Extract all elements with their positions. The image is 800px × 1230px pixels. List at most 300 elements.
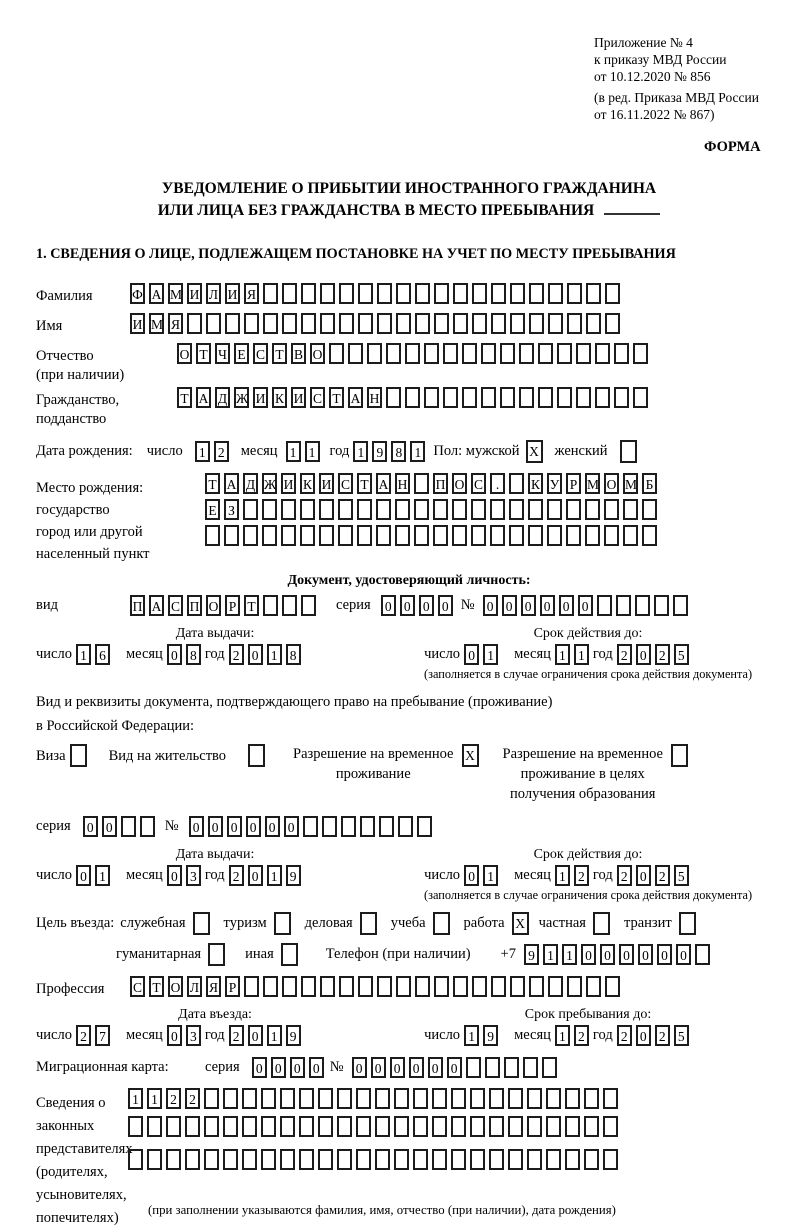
char-cell[interactable] <box>595 387 610 408</box>
char-cell[interactable] <box>508 1149 523 1170</box>
char-cell[interactable] <box>453 283 468 304</box>
char-cell[interactable] <box>376 499 391 520</box>
char-cell[interactable]: 0 <box>636 1025 651 1046</box>
char-cell[interactable] <box>452 525 467 546</box>
char-cell[interactable]: 9 <box>286 865 301 886</box>
char-cell[interactable]: 0 <box>284 816 299 837</box>
char-cell[interactable] <box>565 1088 580 1109</box>
char-cell[interactable] <box>481 387 496 408</box>
char-cell[interactable] <box>224 525 239 546</box>
char-cell[interactable] <box>585 525 600 546</box>
char-cell[interactable]: 1 <box>286 441 301 462</box>
char-cell[interactable] <box>386 343 401 364</box>
char-cell[interactable]: 0 <box>246 816 261 837</box>
char-cell[interactable] <box>654 595 669 616</box>
char-cell[interactable] <box>299 1088 314 1109</box>
char-cell[interactable]: У <box>547 473 562 494</box>
char-cell[interactable]: А <box>376 473 391 494</box>
char-cell[interactable] <box>508 1088 523 1109</box>
char-cell[interactable]: 0 <box>447 1057 462 1078</box>
char-cell[interactable] <box>633 343 648 364</box>
char-cell[interactable] <box>299 1116 314 1137</box>
char-cell[interactable] <box>339 976 354 997</box>
char-cell[interactable]: 0 <box>390 1057 405 1078</box>
char-cell[interactable] <box>339 283 354 304</box>
char-cell[interactable]: 9 <box>524 944 539 965</box>
char-cell[interactable] <box>491 313 506 334</box>
sex-female-checkbox[interactable] <box>620 440 637 463</box>
char-cell[interactable]: 1 <box>555 1025 570 1046</box>
char-cell[interactable] <box>415 976 430 997</box>
char-cell[interactable] <box>348 343 363 364</box>
char-cell[interactable]: 0 <box>578 595 593 616</box>
char-cell[interactable] <box>509 525 524 546</box>
char-cell[interactable] <box>301 283 316 304</box>
char-cell[interactable]: 2 <box>655 644 670 665</box>
char-cell[interactable] <box>414 525 429 546</box>
char-cell[interactable] <box>527 1116 542 1137</box>
char-cell[interactable] <box>358 976 373 997</box>
char-cell[interactable]: Н <box>367 387 382 408</box>
char-cell[interactable] <box>567 976 582 997</box>
char-cell[interactable]: 0 <box>371 1057 386 1078</box>
char-cell[interactable]: А <box>224 473 239 494</box>
char-cell[interactable]: Т <box>244 595 259 616</box>
char-cell[interactable] <box>548 313 563 334</box>
char-cell[interactable] <box>394 1149 409 1170</box>
char-cell[interactable] <box>356 1116 371 1137</box>
char-cell[interactable]: 0 <box>559 595 574 616</box>
char-cell[interactable]: 1 <box>483 865 498 886</box>
char-cell[interactable]: 1 <box>267 1025 282 1046</box>
char-cell[interactable]: О <box>168 976 183 997</box>
char-cell[interactable] <box>282 283 297 304</box>
char-cell[interactable] <box>405 387 420 408</box>
char-cell[interactable]: 2 <box>166 1088 181 1109</box>
char-cell[interactable]: 0 <box>208 816 223 837</box>
char-cell[interactable] <box>471 525 486 546</box>
char-cell[interactable] <box>358 283 373 304</box>
char-cell[interactable] <box>300 499 315 520</box>
char-cell[interactable]: 2 <box>617 644 632 665</box>
char-cell[interactable] <box>396 283 411 304</box>
char-cell[interactable] <box>605 313 620 334</box>
char-cell[interactable] <box>547 525 562 546</box>
char-cell[interactable]: Т <box>272 343 287 364</box>
char-cell[interactable]: П <box>187 595 202 616</box>
char-cell[interactable] <box>433 525 448 546</box>
char-cell[interactable]: 0 <box>76 865 91 886</box>
char-cell[interactable]: И <box>291 387 306 408</box>
char-cell[interactable]: О <box>310 343 325 364</box>
char-cell[interactable] <box>301 595 316 616</box>
char-cell[interactable]: 1 <box>464 1025 479 1046</box>
char-cell[interactable] <box>586 283 601 304</box>
char-cell[interactable] <box>303 816 318 837</box>
char-cell[interactable]: 0 <box>248 644 263 665</box>
char-cell[interactable] <box>510 976 525 997</box>
char-cell[interactable] <box>510 283 525 304</box>
char-cell[interactable] <box>318 1149 333 1170</box>
char-cell[interactable]: 1 <box>555 865 570 886</box>
char-cell[interactable] <box>415 283 430 304</box>
char-cell[interactable]: 0 <box>400 595 415 616</box>
char-cell[interactable]: 1 <box>555 644 570 665</box>
char-cell[interactable] <box>414 499 429 520</box>
char-cell[interactable]: 0 <box>581 944 596 965</box>
char-cell[interactable] <box>415 313 430 334</box>
char-cell[interactable] <box>320 313 335 334</box>
char-cell[interactable]: 9 <box>483 1025 498 1046</box>
char-cell[interactable]: 0 <box>636 865 651 886</box>
char-cell[interactable]: 0 <box>290 1057 305 1078</box>
char-cell[interactable]: 1 <box>562 944 577 965</box>
char-cell[interactable]: 2 <box>617 1025 632 1046</box>
char-cell[interactable] <box>263 595 278 616</box>
char-cell[interactable]: 0 <box>167 865 182 886</box>
char-cell[interactable] <box>519 343 534 364</box>
char-cell[interactable] <box>604 499 619 520</box>
char-cell[interactable] <box>244 313 259 334</box>
char-cell[interactable] <box>451 1149 466 1170</box>
char-cell[interactable] <box>470 1116 485 1137</box>
char-cell[interactable] <box>603 1088 618 1109</box>
char-cell[interactable]: 0 <box>102 816 117 837</box>
char-cell[interactable] <box>367 343 382 364</box>
char-cell[interactable] <box>576 343 591 364</box>
char-cell[interactable] <box>453 976 468 997</box>
char-cell[interactable] <box>223 1149 238 1170</box>
char-cell[interactable] <box>341 816 356 837</box>
char-cell[interactable]: 3 <box>186 865 201 886</box>
char-cell[interactable]: 0 <box>502 595 517 616</box>
char-cell[interactable]: 1 <box>267 865 282 886</box>
purpose-study-checkbox[interactable] <box>433 912 450 935</box>
char-cell[interactable]: 0 <box>638 944 653 965</box>
char-cell[interactable] <box>623 499 638 520</box>
char-cell[interactable] <box>470 1088 485 1109</box>
char-cell[interactable]: И <box>281 473 296 494</box>
char-cell[interactable] <box>320 976 335 997</box>
char-cell[interactable]: 2 <box>76 1025 91 1046</box>
char-cell[interactable]: О <box>177 343 192 364</box>
char-cell[interactable]: О <box>206 595 221 616</box>
purpose-private-checkbox[interactable] <box>593 912 610 935</box>
char-cell[interactable]: С <box>168 595 183 616</box>
char-cell[interactable] <box>566 525 581 546</box>
char-cell[interactable]: 8 <box>391 441 406 462</box>
char-cell[interactable]: Д <box>215 387 230 408</box>
char-cell[interactable] <box>337 1149 352 1170</box>
char-cell[interactable] <box>166 1116 181 1137</box>
char-cell[interactable] <box>375 1088 390 1109</box>
char-cell[interactable]: Ф <box>130 283 145 304</box>
char-cell[interactable] <box>281 499 296 520</box>
char-cell[interactable]: Т <box>205 473 220 494</box>
char-cell[interactable] <box>432 1088 447 1109</box>
char-cell[interactable] <box>528 499 543 520</box>
char-cell[interactable] <box>695 944 710 965</box>
char-cell[interactable] <box>597 595 612 616</box>
char-cell[interactable] <box>128 1116 143 1137</box>
char-cell[interactable]: А <box>348 387 363 408</box>
char-cell[interactable] <box>280 1149 295 1170</box>
char-cell[interactable] <box>547 499 562 520</box>
char-cell[interactable]: 0 <box>438 595 453 616</box>
char-cell[interactable]: И <box>225 283 240 304</box>
char-cell[interactable]: 0 <box>167 644 182 665</box>
char-cell[interactable]: . <box>490 473 505 494</box>
char-cell[interactable]: Н <box>395 473 410 494</box>
char-cell[interactable] <box>263 313 278 334</box>
char-cell[interactable] <box>595 343 610 364</box>
char-cell[interactable] <box>584 1149 599 1170</box>
char-cell[interactable]: А <box>149 595 164 616</box>
char-cell[interactable] <box>472 976 487 997</box>
char-cell[interactable] <box>417 816 432 837</box>
char-cell[interactable] <box>337 1088 352 1109</box>
char-cell[interactable] <box>509 499 524 520</box>
char-cell[interactable]: К <box>272 387 287 408</box>
char-cell[interactable] <box>529 313 544 334</box>
char-cell[interactable]: 8 <box>186 644 201 665</box>
char-cell[interactable] <box>576 387 591 408</box>
char-cell[interactable] <box>223 1116 238 1137</box>
char-cell[interactable] <box>491 283 506 304</box>
char-cell[interactable] <box>394 1116 409 1137</box>
char-cell[interactable]: 0 <box>189 816 204 837</box>
temp-permit-checkbox[interactable]: X <box>462 744 479 767</box>
char-cell[interactable]: 0 <box>248 1025 263 1046</box>
char-cell[interactable] <box>432 1149 447 1170</box>
char-cell[interactable] <box>548 283 563 304</box>
char-cell[interactable] <box>358 313 373 334</box>
char-cell[interactable] <box>584 1116 599 1137</box>
char-cell[interactable]: 2 <box>574 1025 589 1046</box>
char-cell[interactable]: 2 <box>574 865 589 886</box>
char-cell[interactable]: 0 <box>428 1057 443 1078</box>
char-cell[interactable]: Т <box>329 387 344 408</box>
char-cell[interactable]: 1 <box>76 644 91 665</box>
char-cell[interactable] <box>318 1116 333 1137</box>
char-cell[interactable]: А <box>149 283 164 304</box>
char-cell[interactable]: 9 <box>286 1025 301 1046</box>
char-cell[interactable]: 1 <box>574 644 589 665</box>
char-cell[interactable] <box>434 283 449 304</box>
char-cell[interactable]: 0 <box>227 816 242 837</box>
char-cell[interactable]: 2 <box>229 865 244 886</box>
char-cell[interactable]: П <box>433 473 448 494</box>
char-cell[interactable] <box>185 1149 200 1170</box>
char-cell[interactable] <box>262 499 277 520</box>
char-cell[interactable] <box>147 1116 162 1137</box>
char-cell[interactable]: М <box>149 313 164 334</box>
char-cell[interactable] <box>395 525 410 546</box>
edu-permit-checkbox[interactable] <box>671 744 688 767</box>
char-cell[interactable] <box>432 1116 447 1137</box>
char-cell[interactable] <box>204 1149 219 1170</box>
char-cell[interactable]: 0 <box>83 816 98 837</box>
char-cell[interactable]: А <box>196 387 211 408</box>
char-cell[interactable]: И <box>187 283 202 304</box>
char-cell[interactable]: 0 <box>381 595 396 616</box>
char-cell[interactable] <box>379 816 394 837</box>
char-cell[interactable]: 7 <box>95 1025 110 1046</box>
char-cell[interactable]: 0 <box>657 944 672 965</box>
char-cell[interactable] <box>472 313 487 334</box>
char-cell[interactable] <box>185 1116 200 1137</box>
char-cell[interactable] <box>565 1116 580 1137</box>
char-cell[interactable]: К <box>528 473 543 494</box>
char-cell[interactable] <box>424 387 439 408</box>
char-cell[interactable] <box>546 1149 561 1170</box>
char-cell[interactable]: 0 <box>309 1057 324 1078</box>
char-cell[interactable] <box>377 976 392 997</box>
char-cell[interactable]: Е <box>205 499 220 520</box>
char-cell[interactable] <box>489 1088 504 1109</box>
char-cell[interactable]: 0 <box>521 595 536 616</box>
char-cell[interactable]: 1 <box>195 441 210 462</box>
char-cell[interactable] <box>466 1057 481 1078</box>
char-cell[interactable] <box>491 976 506 997</box>
char-cell[interactable]: 0 <box>167 1025 182 1046</box>
char-cell[interactable] <box>453 313 468 334</box>
char-cell[interactable] <box>527 1149 542 1170</box>
char-cell[interactable]: 1 <box>305 441 320 462</box>
char-cell[interactable]: Ж <box>234 387 249 408</box>
char-cell[interactable]: О <box>604 473 619 494</box>
char-cell[interactable] <box>433 499 448 520</box>
char-cell[interactable] <box>413 1088 428 1109</box>
char-cell[interactable] <box>356 1088 371 1109</box>
char-cell[interactable] <box>319 525 334 546</box>
char-cell[interactable] <box>538 387 553 408</box>
char-cell[interactable]: 0 <box>636 644 651 665</box>
char-cell[interactable] <box>604 525 619 546</box>
sex-male-checkbox[interactable]: X <box>526 440 543 463</box>
char-cell[interactable] <box>616 595 631 616</box>
char-cell[interactable]: Ж <box>262 473 277 494</box>
char-cell[interactable] <box>451 1088 466 1109</box>
char-cell[interactable]: О <box>452 473 467 494</box>
char-cell[interactable] <box>360 816 375 837</box>
char-cell[interactable] <box>357 525 372 546</box>
char-cell[interactable]: Я <box>244 283 259 304</box>
char-cell[interactable] <box>509 473 524 494</box>
char-cell[interactable] <box>451 1116 466 1137</box>
char-cell[interactable]: К <box>300 473 315 494</box>
char-cell[interactable] <box>434 976 449 997</box>
char-cell[interactable] <box>281 525 296 546</box>
char-cell[interactable] <box>386 387 401 408</box>
char-cell[interactable]: 2 <box>617 865 632 886</box>
char-cell[interactable] <box>396 313 411 334</box>
purpose-work-checkbox[interactable]: X <box>512 912 529 935</box>
char-cell[interactable]: М <box>168 283 183 304</box>
char-cell[interactable] <box>462 387 477 408</box>
char-cell[interactable] <box>584 1088 599 1109</box>
purpose-official-checkbox[interactable] <box>193 912 210 935</box>
char-cell[interactable] <box>337 1116 352 1137</box>
char-cell[interactable] <box>280 1116 295 1137</box>
char-cell[interactable] <box>470 1149 485 1170</box>
char-cell[interactable] <box>413 1149 428 1170</box>
purpose-humanitarian-checkbox[interactable] <box>208 943 225 966</box>
char-cell[interactable]: Д <box>243 473 258 494</box>
char-cell[interactable] <box>605 976 620 997</box>
char-cell[interactable] <box>396 976 411 997</box>
char-cell[interactable] <box>472 283 487 304</box>
char-cell[interactable]: 2 <box>185 1088 200 1109</box>
char-cell[interactable]: 0 <box>464 644 479 665</box>
char-cell[interactable]: 0 <box>464 865 479 886</box>
char-cell[interactable] <box>338 499 353 520</box>
char-cell[interactable] <box>443 343 458 364</box>
char-cell[interactable] <box>405 343 420 364</box>
char-cell[interactable]: С <box>130 976 145 997</box>
char-cell[interactable] <box>471 499 486 520</box>
char-cell[interactable]: 2 <box>655 1025 670 1046</box>
char-cell[interactable] <box>481 343 496 364</box>
char-cell[interactable]: 2 <box>655 865 670 886</box>
char-cell[interactable] <box>282 595 297 616</box>
char-cell[interactable] <box>394 1088 409 1109</box>
char-cell[interactable]: В <box>291 343 306 364</box>
char-cell[interactable] <box>528 525 543 546</box>
char-cell[interactable] <box>223 1088 238 1109</box>
char-cell[interactable] <box>357 499 372 520</box>
char-cell[interactable] <box>490 499 505 520</box>
char-cell[interactable]: С <box>253 343 268 364</box>
char-cell[interactable]: М <box>585 473 600 494</box>
char-cell[interactable] <box>673 595 688 616</box>
purpose-business-checkbox[interactable] <box>360 912 377 935</box>
char-cell[interactable]: И <box>130 313 145 334</box>
char-cell[interactable] <box>510 313 525 334</box>
purpose-other-checkbox[interactable] <box>281 943 298 966</box>
char-cell[interactable] <box>356 1149 371 1170</box>
char-cell[interactable] <box>319 499 334 520</box>
char-cell[interactable] <box>538 343 553 364</box>
visa-checkbox[interactable] <box>70 744 87 767</box>
title-blank-underline[interactable] <box>604 201 660 215</box>
char-cell[interactable] <box>140 816 155 837</box>
char-cell[interactable] <box>339 313 354 334</box>
char-cell[interactable]: 8 <box>286 644 301 665</box>
char-cell[interactable] <box>603 1116 618 1137</box>
char-cell[interactable] <box>395 499 410 520</box>
char-cell[interactable] <box>542 1057 557 1078</box>
char-cell[interactable]: З <box>224 499 239 520</box>
char-cell[interactable]: 1 <box>353 441 368 462</box>
purpose-tourism-checkbox[interactable] <box>274 912 291 935</box>
char-cell[interactable]: Л <box>206 283 221 304</box>
char-cell[interactable] <box>635 595 650 616</box>
char-cell[interactable]: Р <box>566 473 581 494</box>
char-cell[interactable] <box>504 1057 519 1078</box>
char-cell[interactable] <box>605 283 620 304</box>
char-cell[interactable] <box>121 816 136 837</box>
char-cell[interactable]: С <box>471 473 486 494</box>
char-cell[interactable] <box>529 976 544 997</box>
char-cell[interactable] <box>377 283 392 304</box>
char-cell[interactable]: 0 <box>265 816 280 837</box>
char-cell[interactable] <box>443 387 458 408</box>
char-cell[interactable]: 2 <box>214 441 229 462</box>
char-cell[interactable] <box>300 525 315 546</box>
char-cell[interactable]: П <box>130 595 145 616</box>
char-cell[interactable] <box>529 283 544 304</box>
